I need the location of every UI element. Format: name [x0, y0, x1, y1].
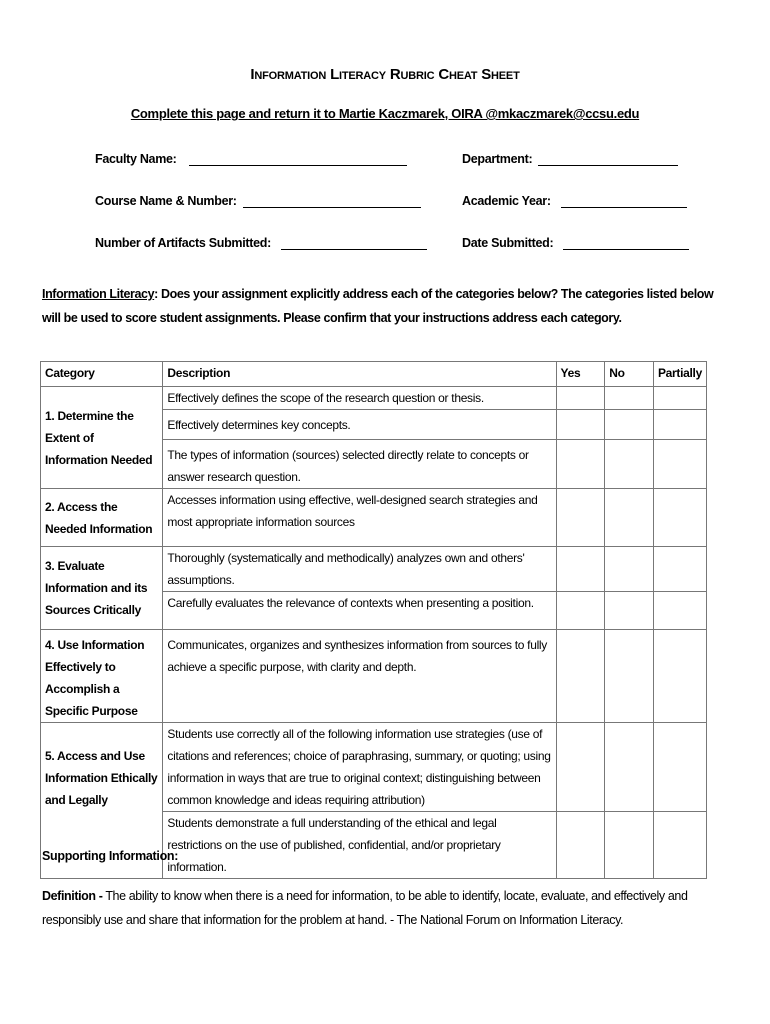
no-checkbox-cell[interactable] [605, 387, 654, 410]
partially-checkbox-cell[interactable] [653, 630, 706, 723]
definition-paragraph [42, 884, 732, 932]
yes-checkbox-cell[interactable] [556, 547, 605, 592]
artifacts-label: Number of Artifacts Submitted: [95, 236, 271, 250]
no-checkbox-cell[interactable] [605, 440, 654, 489]
header-partially: Partially [653, 362, 706, 387]
yes-checkbox-cell[interactable] [556, 410, 605, 440]
artifacts-field[interactable] [95, 236, 427, 250]
category-cell: 4. Use Information Effectively to Accomplish a Specific Purpose [41, 630, 163, 723]
table-row [41, 547, 707, 592]
table-row [41, 387, 707, 410]
partially-checkbox-cell[interactable] [653, 812, 706, 879]
no-checkbox-cell[interactable] [605, 812, 654, 879]
no-checkbox-cell[interactable] [605, 630, 654, 723]
description-cell: Students demonstrate a full understanding of the ethical and legal restrictions on the use of published, confidential, and/or proprietary information. [163, 812, 556, 879]
table-header-row [41, 362, 707, 387]
table-row [41, 630, 707, 723]
yes-checkbox-cell[interactable] [556, 489, 605, 547]
description-cell: The types of information (sources) selected directly relate to concepts or answer research question. [163, 440, 556, 489]
date-submitted-line[interactable] [563, 237, 689, 250]
category-cell: 1. Determine the Extent of Information Needed [41, 387, 163, 489]
page-subtitle: Complete this page and return it to Martie Kaczmarek, OIRA @mkaczmarek@ccsu.edu [130, 106, 640, 121]
category-cell: 2. Access the Needed Information [41, 489, 163, 547]
intro-label: Information Literacy [42, 287, 155, 301]
yes-checkbox-cell[interactable] [556, 723, 605, 812]
date-submitted-label: Date Submitted: [462, 236, 554, 250]
partially-checkbox-cell[interactable] [653, 592, 706, 630]
academic-year-line[interactable] [561, 195, 687, 208]
intro-paragraph [42, 282, 732, 330]
description-cell: Effectively determines key concepts. [163, 410, 556, 440]
faculty-name-line[interactable] [189, 153, 407, 166]
yes-checkbox-cell[interactable] [556, 812, 605, 879]
academic-year-label: Academic Year: [462, 194, 551, 208]
supporting-information-heading: Supporting Information: [42, 849, 179, 863]
partially-checkbox-cell[interactable] [653, 547, 706, 592]
yes-checkbox-cell[interactable] [556, 630, 605, 723]
date-submitted-field[interactable] [462, 236, 689, 250]
partially-checkbox-cell[interactable] [653, 410, 706, 440]
yes-checkbox-cell[interactable] [556, 387, 605, 410]
page-title: Information Literacy Rubric Cheat Sheet [250, 66, 520, 83]
description-cell: Thoroughly (systematically and methodically) analyzes own and others' assumptions. [163, 547, 556, 592]
description-cell: Accesses information using effective, well-designed search strategies and most appropriate information sources [163, 489, 556, 547]
description-cell: Carefully evaluates the relevance of contexts when presenting a position. [163, 592, 556, 630]
category-cell: 5. Access and Use Information Ethically and Legally [41, 723, 163, 879]
description-cell: Communicates, organizes and synthesizes information from sources to fully achieve a specific purpose, with clarity and depth. [163, 630, 556, 723]
header-yes: Yes [556, 362, 605, 387]
definition-label: Definition - [42, 889, 103, 903]
rubric-table [40, 361, 707, 879]
table-row [41, 489, 707, 547]
course-line[interactable] [243, 195, 421, 208]
yes-checkbox-cell[interactable] [556, 440, 605, 489]
header-category: Category [41, 362, 163, 387]
intro-text: : Does your assignment explicitly address each of the categories below? The categories listed below will be used to score student assignments. Please confirm that your instructions address each category. [42, 287, 714, 325]
department-line[interactable] [538, 153, 678, 166]
category-cell: 3. Evaluate Information and its Sources Critically [41, 547, 163, 630]
department-label: Department: [462, 152, 533, 166]
faculty-name-field[interactable] [95, 152, 407, 166]
no-checkbox-cell[interactable] [605, 410, 654, 440]
partially-checkbox-cell[interactable] [653, 440, 706, 489]
artifacts-line[interactable] [281, 237, 427, 250]
partially-checkbox-cell[interactable] [653, 387, 706, 410]
description-cell: Effectively defines the scope of the research question or thesis. [163, 387, 556, 410]
table-row [41, 723, 707, 812]
no-checkbox-cell[interactable] [605, 547, 654, 592]
academic-year-field[interactable] [462, 194, 687, 208]
department-field[interactable] [462, 152, 678, 166]
no-checkbox-cell[interactable] [605, 489, 654, 547]
faculty-name-label: Faculty Name: [95, 152, 177, 166]
definition-text: The ability to know when there is a need for information, to be able to identify, locate, evaluate, and effectively and responsibly use and share that information for the problem at hand. - The National Forum on Information Literacy. [42, 889, 688, 927]
course-label: Course Name & Number: [95, 194, 237, 208]
header-description: Description [163, 362, 556, 387]
partially-checkbox-cell[interactable] [653, 489, 706, 547]
yes-checkbox-cell[interactable] [556, 592, 605, 630]
header-no: No [605, 362, 654, 387]
partially-checkbox-cell[interactable] [653, 723, 706, 812]
course-field[interactable] [95, 194, 421, 208]
no-checkbox-cell[interactable] [605, 592, 654, 630]
no-checkbox-cell[interactable] [605, 723, 654, 812]
description-cell: Students use correctly all of the following information use strategies (use of citations and references; choice of paraphrasing, summary, or quoting; using information in ways that are true to original context; distinguishing between common knowledge and ideas requiring attribution) [163, 723, 556, 812]
